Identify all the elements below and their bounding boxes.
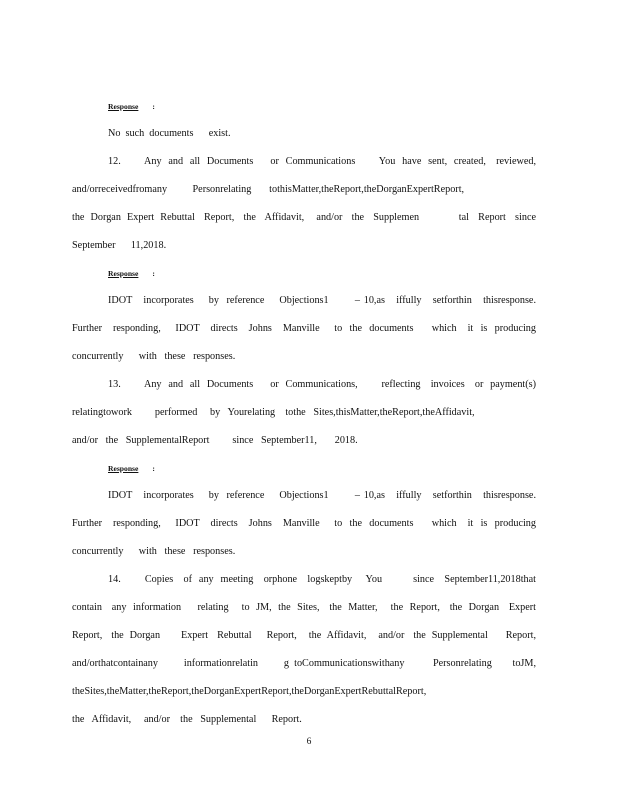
document-line: relatingtowork performed by Yourelating tothe Sites,thisMatter,theReport,theAffidavit,: [72, 407, 475, 418]
document-line: theSites,theMatter,theReport,theDorganExpertReport,theDorganExpertRebuttalReport,: [72, 686, 427, 697]
response-colon: :: [152, 102, 155, 111]
response-colon: :: [152, 464, 155, 473]
response-label: Response: [108, 102, 139, 111]
document-line: Report, the Dorgan Expert Rebuttal Report, the Affidavit, and/or the Supplemental Report,: [72, 630, 536, 641]
response-colon: :: [152, 269, 155, 278]
response-heading: [108, 102, 155, 112]
response-label: Response: [108, 464, 139, 473]
document-line: No such documents exist.: [108, 128, 231, 139]
document-line: contain any information relating to JM, the Sites, the Matter, the Report, the Dorgan Expert: [72, 602, 536, 613]
document-line: 14. Copies of any meeting orphone logskeptby You since September11,2018that: [108, 574, 536, 585]
response-heading: [108, 269, 155, 279]
document-line: and/orreceivedfromany Personrelating tothisMatter,theReport,theDorganExpertReport,: [72, 184, 465, 195]
response-heading: [108, 464, 155, 474]
document-line: IDOT incorporates by reference Objections1 – 10,as iffully setforthin thisresponse.: [108, 490, 536, 501]
document-line: 13. Any and all Documents or Communications, reflecting invoices or payment(s): [108, 379, 536, 390]
document-line: 12. Any and all Documents or Communications You have sent, created, reviewed,: [108, 156, 536, 167]
page-number: 6: [306, 737, 312, 747]
document-line: Further responding, IDOT directs Johns Manville to the documents which it is producing: [72, 323, 536, 334]
response-label: Response: [108, 269, 139, 278]
document-line: September 11,2018.: [72, 240, 167, 251]
document-line: the Dorgan Expert Rebuttal Report, the Affidavit, and/or the Supplemen tal Report since: [72, 212, 536, 223]
document-line: IDOT incorporates by reference Objections1 – 10,as iffully setforthin thisresponse.: [108, 295, 536, 306]
document-line: the Affidavit, and/or the Supplemental Report.: [72, 714, 302, 725]
document-line: concurrently with these responses.: [72, 546, 236, 557]
document-line: and/or the SupplementalReport since September11, 2018.: [72, 435, 358, 446]
document-line: Further responding, IDOT directs Johns Manville to the documents which it is producing: [72, 518, 536, 529]
document-line: concurrently with these responses.: [72, 351, 236, 362]
document-line: and/orthatcontainany informationrelatin g toCommunicationswithany Personrelating toJM,: [72, 658, 536, 669]
